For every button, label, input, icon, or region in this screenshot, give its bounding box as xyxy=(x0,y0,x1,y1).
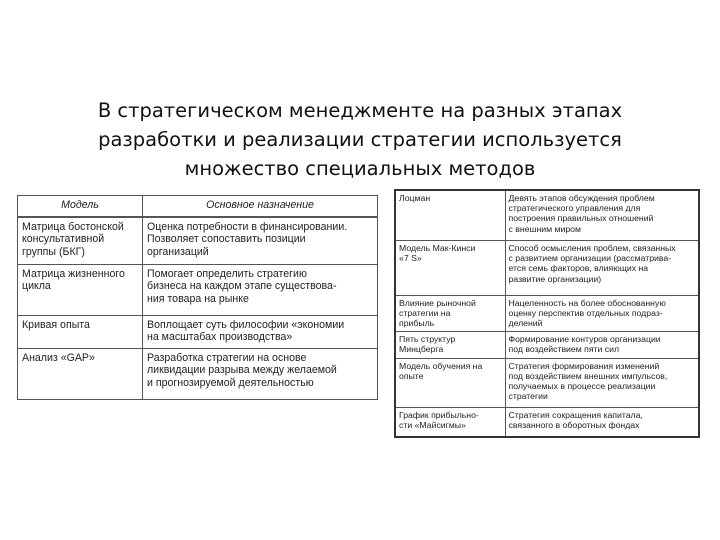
slide-title xyxy=(80,96,640,183)
cell-line: Помогает определить стратегию xyxy=(147,268,307,280)
cell-line: под воздействием внешних импульсов, xyxy=(508,370,668,381)
purpose-cell xyxy=(505,407,699,437)
table-header-row xyxy=(18,196,378,218)
cell-line: Девять этапов обсуждения проблем xyxy=(508,193,655,203)
cell-line: группы (БКГ) xyxy=(22,245,85,258)
cell-line: под воздействием пяти сил xyxy=(508,343,620,354)
cell-line: Модель обучения на xyxy=(399,360,483,371)
cell-line: на масштабах производства» xyxy=(147,331,293,344)
model-cell xyxy=(18,316,143,349)
cell-line: Минцберга xyxy=(399,343,444,354)
model-cell xyxy=(395,358,505,407)
table-row xyxy=(18,349,378,400)
cell-line: прибыль xyxy=(399,318,435,329)
cell-line: Пять структур xyxy=(399,333,456,344)
cell-line: ликвидации разрыва между желаемой xyxy=(147,364,337,377)
cell-line: стратегического управления для xyxy=(508,203,641,214)
purpose-cell xyxy=(143,316,378,349)
cell-line: Формирование контуров организации xyxy=(508,333,661,344)
header-purpose: Основное назначение xyxy=(143,196,378,218)
model-cell xyxy=(18,217,143,265)
cell-line: Нацеленность на более обоснованную xyxy=(508,298,666,308)
cell-line: и прогнозируемой деятельностью xyxy=(147,376,314,389)
cell-line: График прибыльно- xyxy=(399,409,479,420)
model-cell xyxy=(395,296,505,332)
methods-table-right xyxy=(394,189,700,438)
cell-line: Разработка стратегии на основе xyxy=(147,352,307,364)
table-row xyxy=(395,296,699,332)
cell-line: Стратегия формирования изменений xyxy=(508,360,660,371)
cell-line: Влияние рыночной xyxy=(399,298,476,308)
cell-line: опыте xyxy=(399,370,424,381)
table-row xyxy=(395,331,699,358)
cell-line: с развитием организации (рассматрива- xyxy=(508,253,672,264)
purpose-cell xyxy=(143,349,378,400)
table-row xyxy=(18,265,378,316)
cell-line: сти «Майсигмы» xyxy=(399,419,466,430)
cell-line: «7 S» xyxy=(399,253,422,264)
slide-title-line-1: В стратегическом менеджменте на разных этапах xyxy=(97,99,623,122)
cell-line: консультативной xyxy=(22,233,105,246)
cell-line: оценку перспектив отдельных подраз- xyxy=(508,308,663,319)
cell-line: развитие организации) xyxy=(508,273,602,284)
table-row xyxy=(395,241,699,296)
cell-line: с внешним миром xyxy=(508,223,581,234)
cell-line: организаций xyxy=(147,245,209,258)
cell-line: Стратегия сокращения капитала, xyxy=(508,409,643,420)
table-row xyxy=(395,407,699,437)
cell-line: получаемых в процессе реализации xyxy=(508,381,656,392)
model-cell xyxy=(395,407,505,437)
cell-line: Лоцман xyxy=(399,193,431,203)
purpose-cell xyxy=(505,358,699,407)
purpose-cell xyxy=(143,265,378,316)
cell-line: Способ осмысления проблем, связанных xyxy=(508,243,676,253)
cell-line: стратегии xyxy=(508,391,548,402)
cell-line: ется семь факторов, влияющих на xyxy=(508,263,649,274)
cell-line: Воплощает суть философии «экономии xyxy=(147,319,345,331)
cell-line: связанного в оборотных фондах xyxy=(508,419,640,430)
purpose-cell xyxy=(505,241,699,296)
table-row xyxy=(18,316,378,349)
table-row xyxy=(395,358,699,407)
model-cell xyxy=(18,265,143,316)
cell-line: ния товара на рынке xyxy=(147,292,249,305)
table-row xyxy=(395,190,699,241)
cell-line: Матрица бостонской xyxy=(22,221,124,233)
model-cell xyxy=(395,241,505,296)
cell-line: Матрица жизненного xyxy=(22,268,125,280)
slide-title-line-3: множество специальных методов xyxy=(184,157,536,180)
slide-title-line-2: разработки и реализации стратегии используется xyxy=(98,128,622,151)
cell-line: бизнеса на каждом этапе существова- xyxy=(147,280,337,293)
model-cell xyxy=(395,190,505,241)
methods-table-left xyxy=(17,195,378,400)
model-cell xyxy=(395,331,505,358)
purpose-cell xyxy=(143,217,378,265)
purpose-cell xyxy=(505,296,699,332)
cell-line: делений xyxy=(508,318,543,329)
cell-line: Позволяет сопоставить позиции xyxy=(147,233,306,246)
cell-line: Модель Мак-Кинси xyxy=(399,243,476,253)
table-row xyxy=(18,217,378,265)
cell-line: Анализ «GAP» xyxy=(22,352,95,364)
cell-line: стратегии на xyxy=(399,308,451,319)
purpose-cell xyxy=(505,331,699,358)
cell-line: Оценка потребности в финансировании. xyxy=(147,221,348,233)
cell-line: Кривая опыта xyxy=(22,319,90,331)
header-model: Модель xyxy=(18,196,143,218)
purpose-cell xyxy=(505,190,699,241)
model-cell xyxy=(18,349,143,400)
cell-line: цикла xyxy=(22,280,51,293)
cell-line: построения правильных отношений xyxy=(508,213,654,224)
